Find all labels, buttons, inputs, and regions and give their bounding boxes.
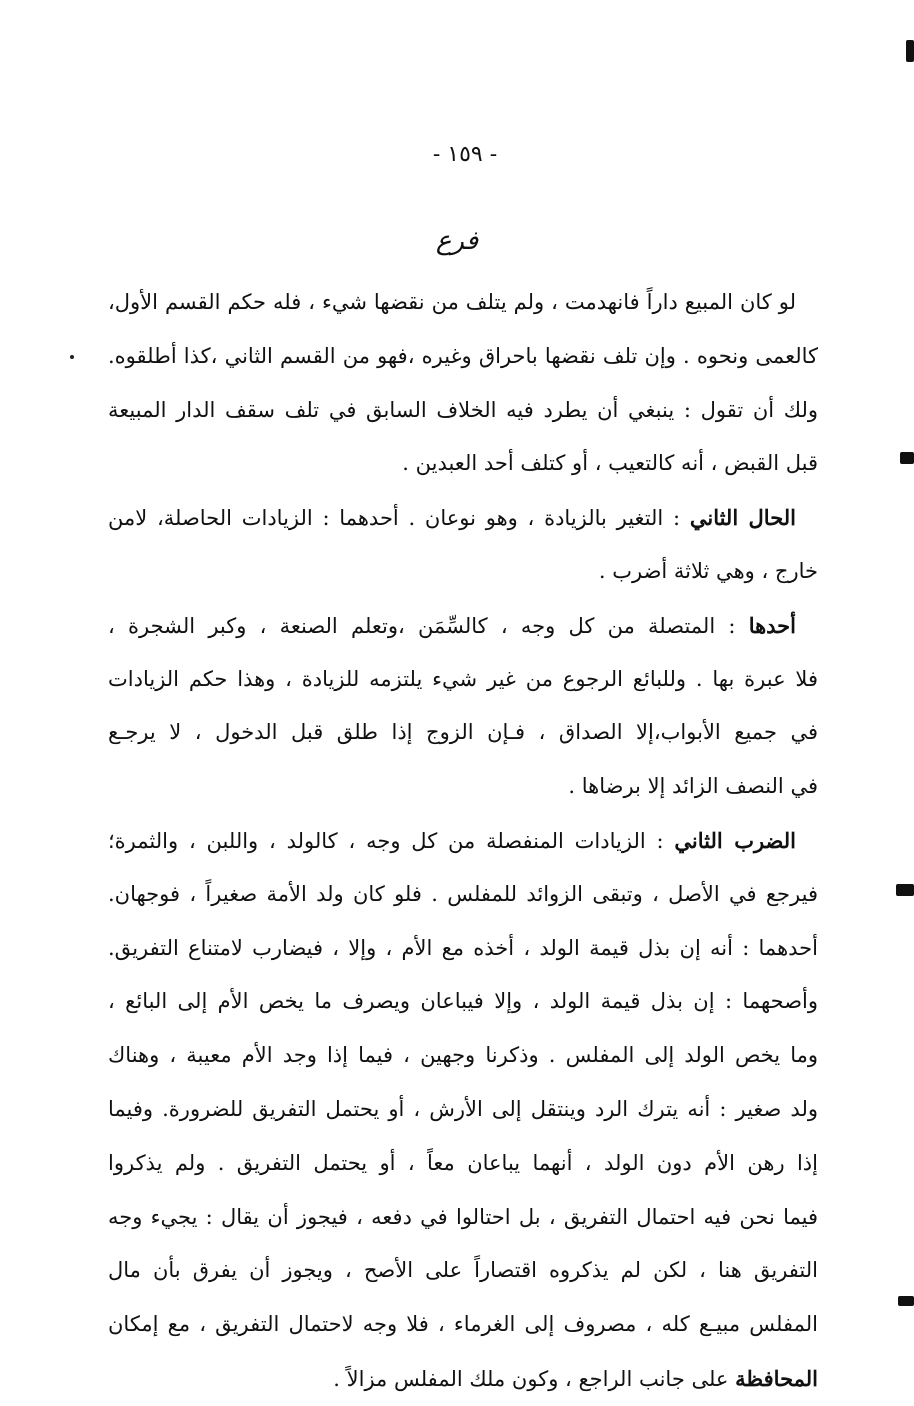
scan-dot	[70, 355, 74, 359]
text-line	[108, 868, 818, 922]
body-text	[108, 276, 818, 1406]
paragraph-heading: أحدها	[748, 612, 796, 638]
line-text: فيرجع في الأصل ، وتبقى الزوائد للمفلس . فلو كان ولد الأمة صغيراً ، فوجهان.	[108, 881, 818, 906]
text-line	[108, 599, 818, 653]
line-text: ولد صغير : أنه يترك الرد وينتقل إلى الأرش ، أو يحتمل التفريق للضرورة. وفيما	[108, 1096, 818, 1121]
text-line	[108, 975, 818, 1029]
scan-edge-mark	[896, 884, 914, 896]
line-text: خارج ، وهي ثلاثة أضرب .	[598, 558, 818, 583]
text-line	[108, 1244, 818, 1298]
text-line	[108, 330, 818, 384]
line-text: في النصف الزائد إلا برضاها .	[568, 774, 818, 799]
text-line	[108, 706, 818, 760]
line-text: : الزيادات المنفصلة من كل وجه ، كالولد ، واللبن ، والثمرة؛	[108, 828, 675, 853]
line-text: : التغير بالزيادة ، وهو نوعان . أحدهما : الزيادات الحاصلة، لامن	[108, 506, 690, 531]
line-text: في جميع الأبواب،إلا الصداق ، فـإن الزوج إذا طلق قبل الدخول ، لا يرجـع	[108, 720, 818, 745]
line-text: لو كان المبيع داراً فانهدمت ، ولم يتلف من نقضها شيء ، فله حكم القسم الأول،	[108, 290, 796, 314]
line-text: المفلس مبيـع كله ، مصروف إلى الغرماء ، فلا وجه لاحتمال التفريق ، مع إمكان	[108, 1312, 818, 1337]
text-line	[108, 814, 818, 868]
text-line	[108, 491, 818, 545]
text-line	[108, 1352, 818, 1406]
scan-edge-mark	[906, 40, 914, 62]
line-text: التفريق هنا ، لكن لم يذكروه اقتصاراً على الأصح ، ويجوز أن يفرق بأن مال	[108, 1258, 818, 1283]
line-text: أحدهما : أنه إن بذل قيمة الولد ، أخذه مع الأم ، وإلا ، فيضارب لامتناع التفريق.	[108, 935, 818, 960]
scan-edge-mark	[900, 452, 914, 464]
line-text: كالعمى ونحوه . وإن تلف نقضها باحراق وغيره ،فهو من القسم الثاني ،كذا أطلقوه.	[108, 343, 818, 368]
line-text: وما يخص الولد إلى المفلس . وذكرنا وجهين ، فيما إذا وجد الأم معيبة ، وهناك	[108, 1043, 818, 1068]
page-number: - ١٥٩ -	[432, 142, 498, 167]
text-line	[108, 1083, 818, 1137]
text-line	[108, 760, 818, 814]
line-text: ولك أن تقول : ينبغي أن يطرد فيه الخلاف السابق في تلف سقف الدار المبيعة	[108, 397, 818, 422]
text-line	[108, 922, 818, 976]
line-text: إذا رهن الأم دون الولد ، أنهما يباعان معاً ، أو يحتمل التفريق . ولم يذكروا	[108, 1150, 818, 1175]
paragraph-heading: المحافظة	[735, 1365, 818, 1391]
line-text: وأصحهما : إن بذل قيمة الولد ، وإلا فيباعان ويصرف ما يخص الأم إلى البائع ،	[108, 989, 818, 1014]
line-text: فلا عبرة بها . وللبائع الرجوع من غير شيء يلتزمه للزيادة ، وهذا حكم الزيادات	[108, 666, 818, 691]
text-line	[108, 437, 818, 491]
text-line	[108, 653, 818, 707]
line-text: : المتصلة من كل وجه ، كالسِّمَن ،وتعلم الصنعة ، وكبر الشجرة ،	[108, 613, 749, 638]
text-line	[108, 1298, 818, 1352]
line-text: قبل القبض ، أنه كالتعيب ، أو كتلف أحد العبدين .	[402, 451, 818, 476]
text-line	[108, 384, 818, 438]
text-line	[108, 545, 818, 599]
line-text: على جانب الراجع ، وكون ملك المفلس مزالاً .	[333, 1366, 736, 1391]
paragraph-heading: الضرب الثاني	[674, 827, 796, 853]
paragraph-heading: الحال الثاني	[689, 505, 796, 531]
text-line	[108, 276, 818, 330]
text-line	[108, 1137, 818, 1191]
text-line	[108, 1191, 818, 1245]
line-text: فيما نحن فيه احتمال التفريق ، بل احتالوا في دفعه ، فيجوز أن يقال : يجيء وجه	[108, 1204, 818, 1229]
scan-edge-mark	[898, 1296, 914, 1306]
section-title: فرع	[435, 226, 479, 256]
text-line	[108, 1029, 818, 1083]
